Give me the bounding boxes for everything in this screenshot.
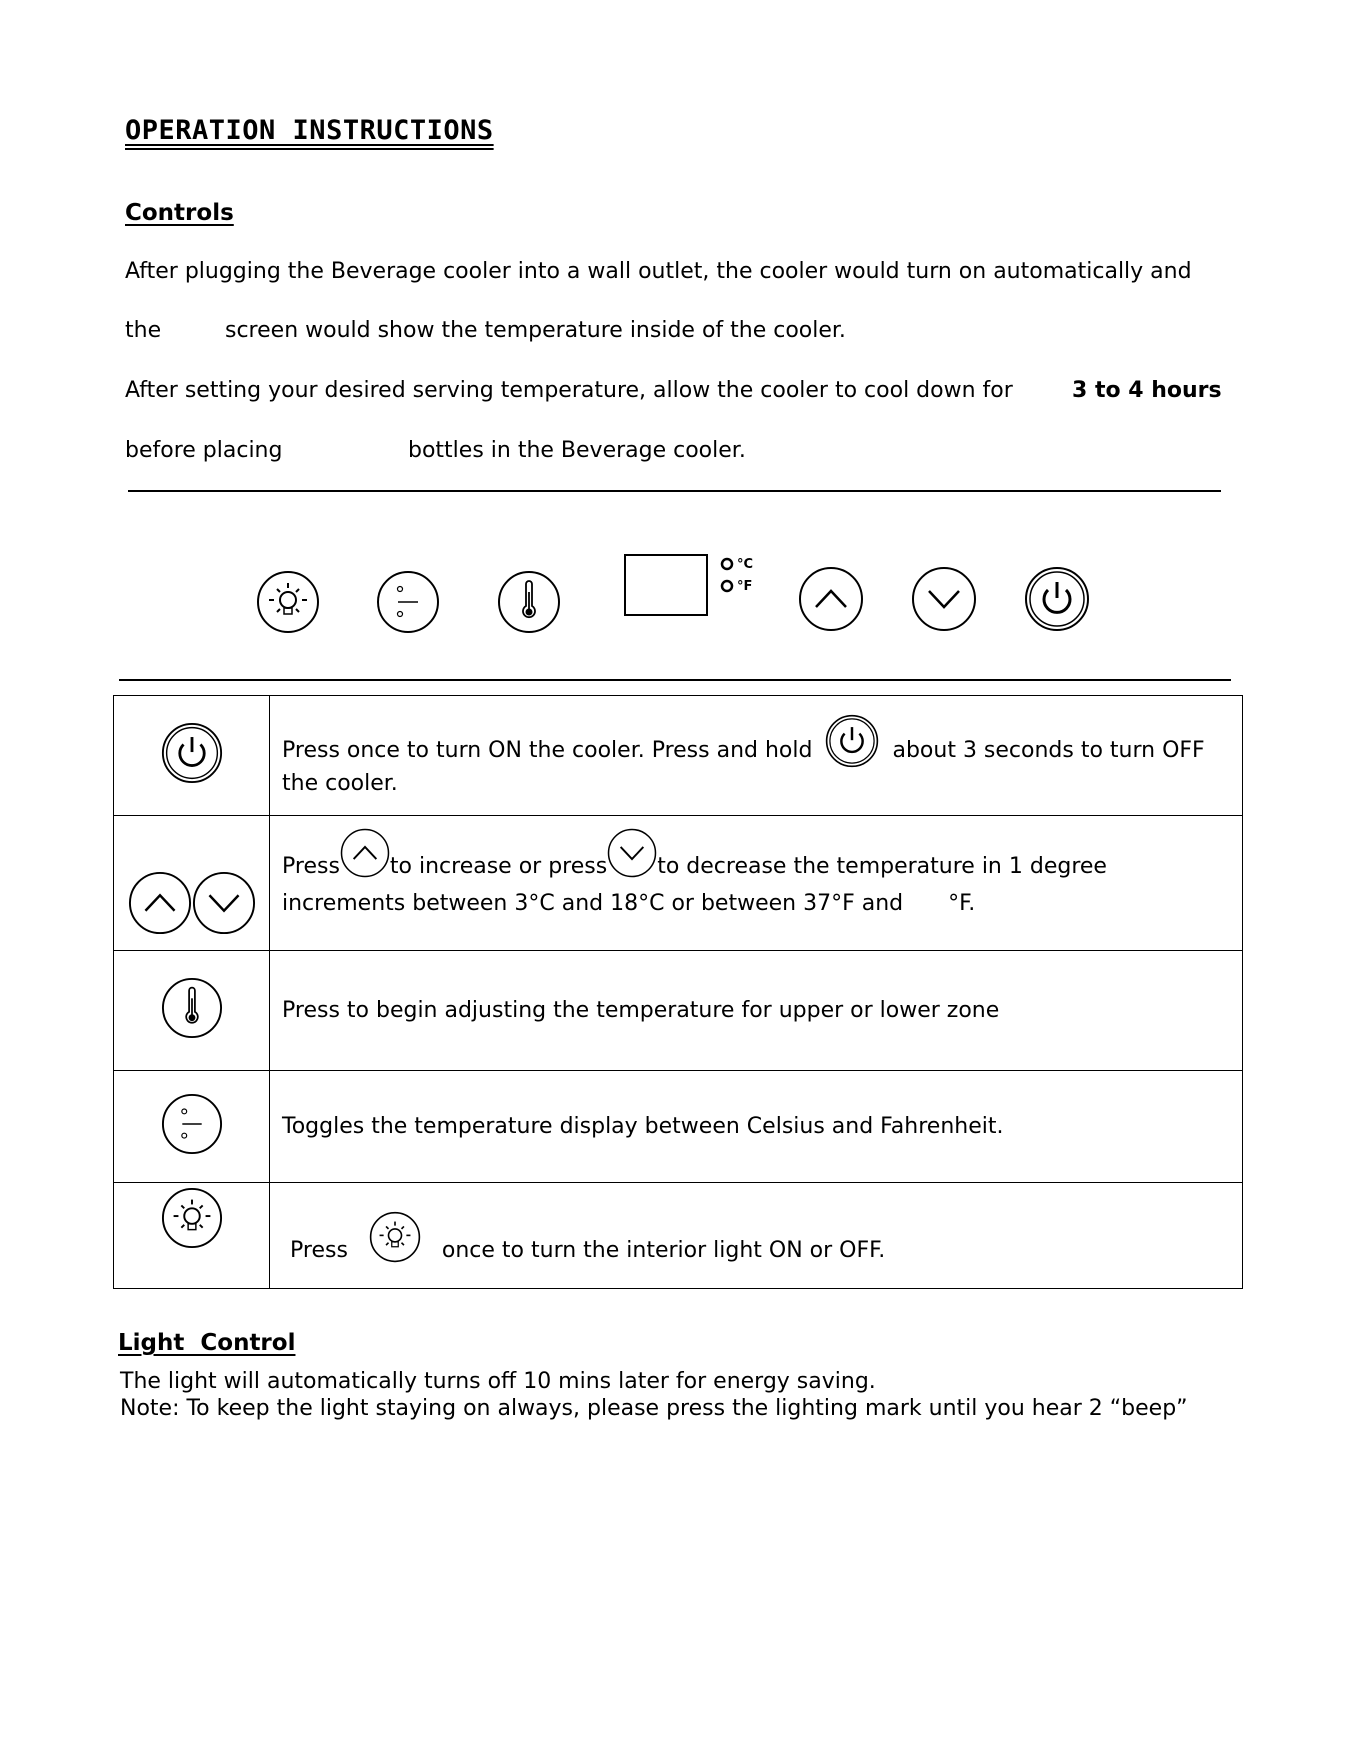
table-icon-cell bbox=[114, 951, 270, 1071]
controls-paragraph-1-line-2a: the bbox=[125, 318, 162, 343]
controls-paragraph-2-line-1a: After setting your desired serving temperature, allow the cooler to cool down for bbox=[125, 378, 1013, 403]
light-icon bbox=[256, 570, 320, 634]
up-arrow-icon bbox=[798, 566, 864, 632]
table-icon-cell bbox=[114, 816, 270, 951]
table-text-cell bbox=[270, 816, 1243, 951]
light-icon bbox=[369, 1211, 421, 1263]
light-control-line-2: Note: To keep the light staying on always, please press the lighting mark until you hear 2 “beep” bbox=[120, 1396, 1188, 1421]
arrows-text-a: Press bbox=[282, 853, 340, 879]
controls-paragraph-1-line-1: After plugging the Beverage cooler into a wall outlet, the cooler would turn on automatically and bbox=[125, 259, 1192, 284]
power-icon bbox=[825, 714, 879, 768]
table-row-power bbox=[114, 696, 1243, 816]
thermometer-text: Press to begin adjusting the temperature for upper or lower zone bbox=[270, 951, 1243, 1071]
unit-toggle-icon bbox=[376, 570, 440, 634]
temperature-display bbox=[624, 554, 708, 616]
power-icon bbox=[1024, 566, 1090, 632]
light-icon bbox=[161, 1187, 223, 1249]
power-text-c: the cooler. bbox=[282, 771, 398, 796]
power-text-b: about 3 seconds to turn OFF bbox=[892, 738, 1205, 763]
unit-toggle-text: Toggles the temperature display between Celsius and Fahrenheit. bbox=[270, 1071, 1243, 1183]
down-arrow-icon bbox=[911, 566, 977, 632]
table-icon-cell bbox=[114, 1071, 270, 1183]
table-icon-cell bbox=[114, 1183, 270, 1289]
divider-top bbox=[128, 490, 1221, 492]
table-row-thermometer bbox=[114, 951, 1243, 1071]
unit-toggle-icon bbox=[161, 1093, 223, 1155]
page-title: OPERATION INSTRUCTIONS bbox=[125, 115, 494, 146]
light-text-b: once to turn the interior light ON or OFF. bbox=[441, 1237, 886, 1263]
table-row-unit-toggle bbox=[114, 1071, 1243, 1183]
up-arrow-icon bbox=[128, 871, 192, 935]
thermometer-icon bbox=[161, 977, 223, 1039]
arrows-text-d: increments between 3°C and 18°C or between 37°F and bbox=[282, 890, 904, 916]
table-row-arrows bbox=[114, 816, 1243, 951]
light-text-a: Press bbox=[290, 1237, 348, 1263]
table-text-cell bbox=[270, 696, 1243, 816]
arrows-text-c: to decrease the temperature in 1 degree bbox=[657, 853, 1107, 879]
unit-indicator-lights bbox=[720, 556, 734, 596]
table-row-light bbox=[114, 1183, 1243, 1289]
down-arrow-icon bbox=[607, 828, 657, 878]
arrows-text-e: °F. bbox=[948, 890, 976, 916]
controls-paragraph-2-line-2a: before placing bbox=[125, 438, 283, 463]
unit-c-label: °C bbox=[737, 557, 754, 572]
arrows-text-b: to increase or press bbox=[389, 853, 608, 879]
controls-paragraph-2-line-2b: bottles in the Beverage cooler. bbox=[408, 438, 746, 463]
power-text-a: Press once to turn ON the cooler. Press and hold bbox=[282, 738, 813, 763]
down-arrow-icon bbox=[192, 871, 256, 935]
table-text-cell bbox=[270, 1183, 1243, 1289]
table-icon-cell bbox=[114, 696, 270, 816]
controls-table bbox=[113, 695, 1243, 1289]
unit-f-label: °F bbox=[737, 579, 753, 594]
thermometer-icon bbox=[497, 570, 561, 634]
power-icon bbox=[161, 722, 223, 784]
controls-paragraph-1-line-2b: screen would show the temperature inside of the cooler. bbox=[225, 318, 846, 343]
up-arrow-icon bbox=[340, 828, 390, 878]
controls-heading: Controls bbox=[125, 200, 234, 226]
divider-bottom bbox=[119, 679, 1231, 681]
light-control-line-1: The light will automatically turns off 10 mins later for energy saving. bbox=[120, 1369, 876, 1394]
cooldown-time: 3 to 4 hours bbox=[1072, 378, 1222, 403]
light-control-heading: Light Control bbox=[118, 1330, 296, 1356]
